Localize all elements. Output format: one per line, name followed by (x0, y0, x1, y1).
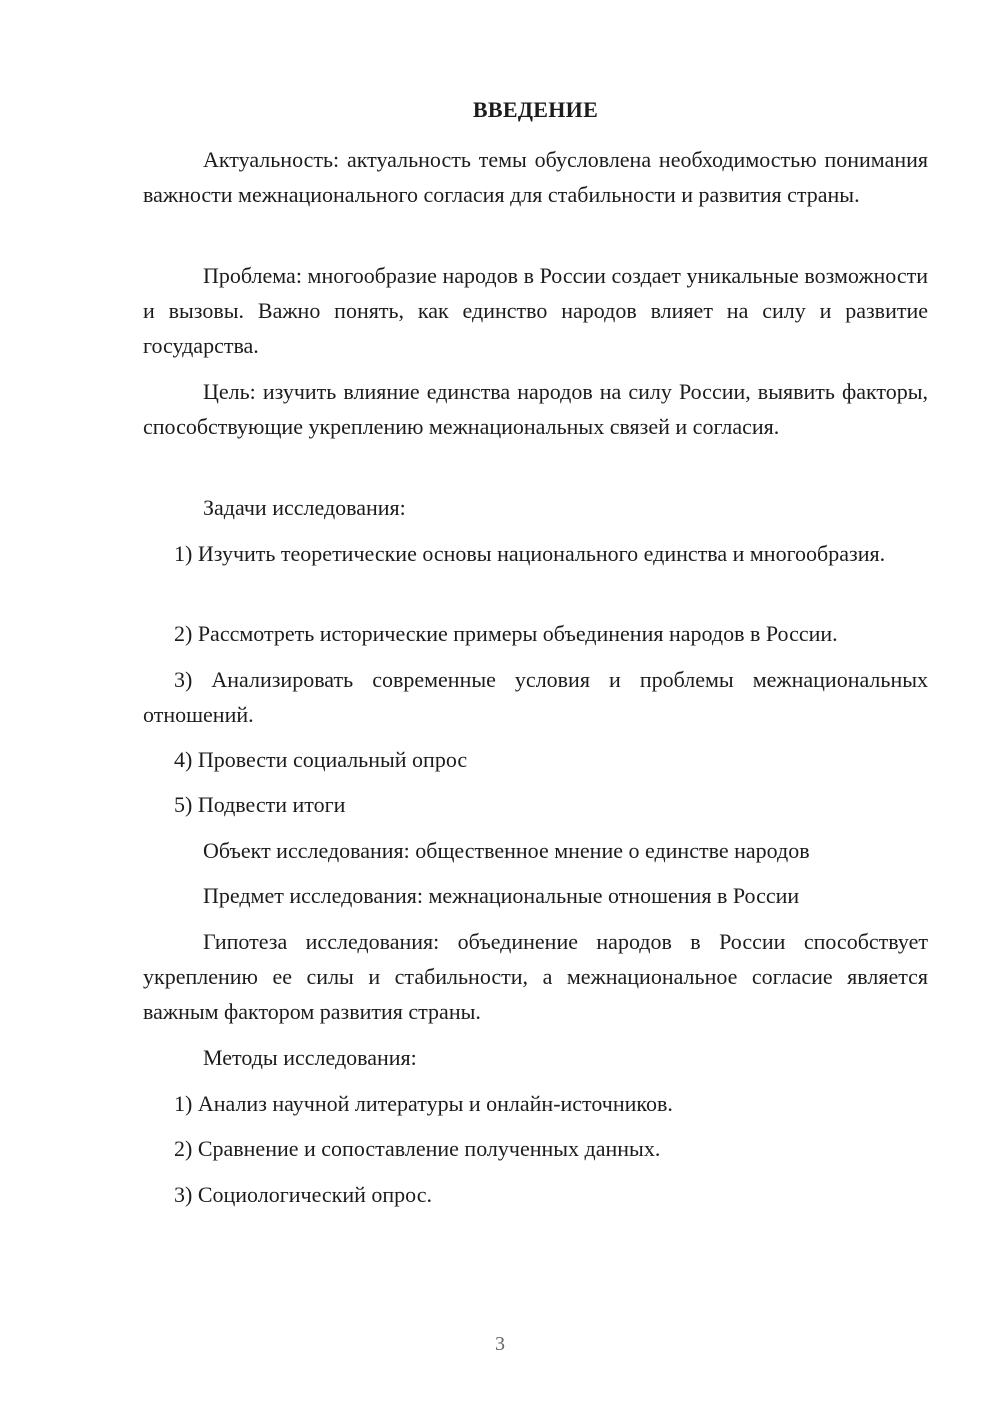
subject-paragraph: Предмет исследования: межнациональные отношения в России (203, 883, 800, 908)
method-item: 1) Анализ научной литературы и онлайн-источников. (174, 1091, 673, 1116)
page-title: ВВЕДЕНИЕ (472, 97, 599, 122)
task-item: 1) Изучить теоретические основы национального единства и многообразия. (174, 541, 886, 566)
page-number: 3 (495, 1333, 505, 1355)
task-item: 3) Анализировать современные условия и проблемы межнациональных отношений. (143, 667, 928, 727)
hypothesis-paragraph: Гипотеза исследования: объединение народов в России способствует укреплению ее силы и стабильности, а межнациональное согласие является важным фактором развития страны. (143, 929, 928, 1024)
task-item: 4) Провести социальный опрос (174, 747, 468, 772)
methods-title: Методы исследования: (203, 1045, 417, 1070)
task-item: 5) Подвести итоги (174, 792, 346, 817)
method-item: 2) Сравнение и сопоставление полученных данных. (174, 1136, 661, 1161)
method-item: 3) Социологический опрос. (174, 1182, 432, 1207)
problem-paragraph: Проблема: многообразие народов в России создает уникальные возможности и вызовы. Важно понять, как единство народов влияет на силу и развитие государства. (143, 263, 928, 358)
object-paragraph: Объект исследования: общественное мнение о единстве народов (203, 838, 810, 863)
tasks-title: Задачи исследования: (203, 495, 406, 520)
goal-paragraph: Цель: изучить влияние единства народов на силу России, выявить факторы, способствующие укреплению межнациональных связей и согласия. (143, 379, 928, 439)
task-item: 2) Рассмотреть исторические примеры объединения народов в России. (174, 621, 838, 646)
relevance-paragraph: Актуальность: актуальность темы обусловлена необходимостью понимания важности межнационального согласия для стабильности и развития страны. (143, 147, 928, 207)
